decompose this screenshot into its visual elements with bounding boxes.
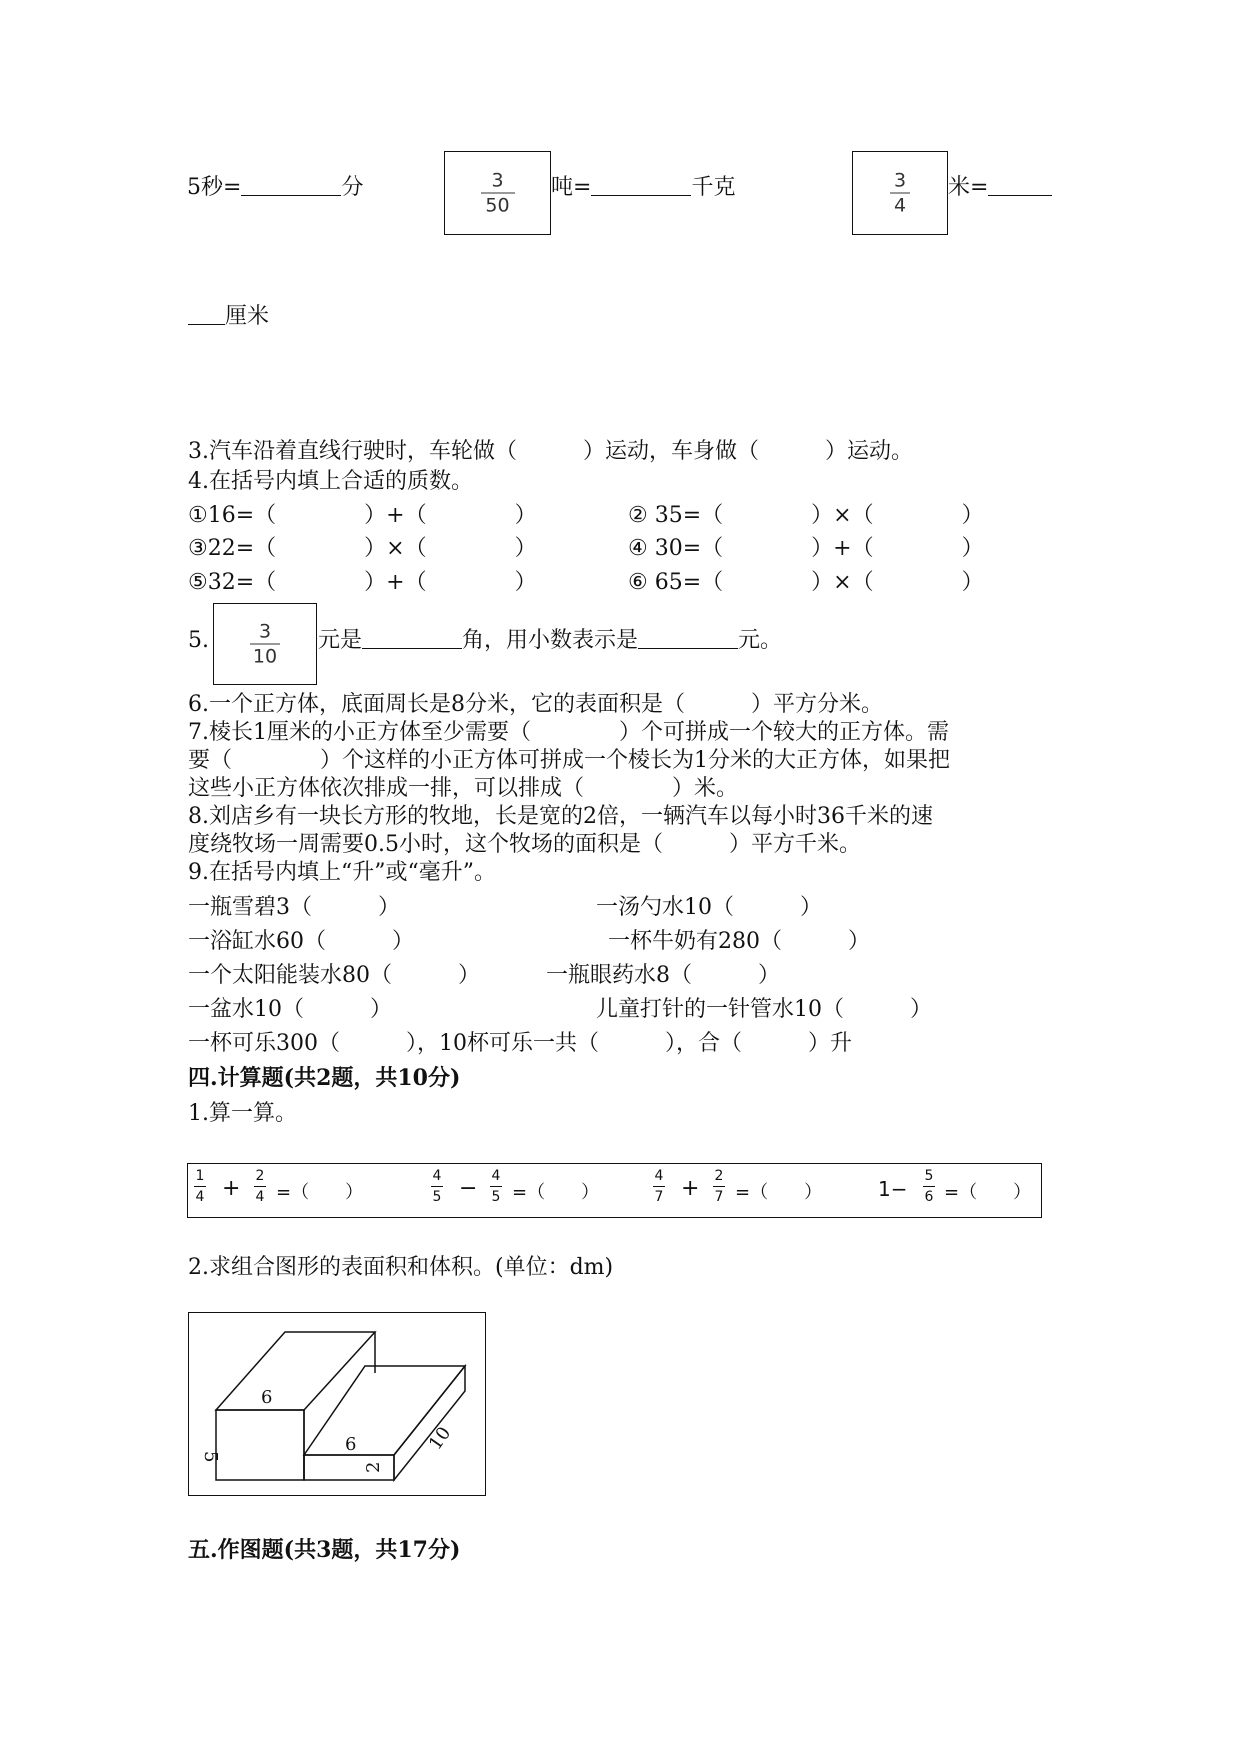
fraction-image-3-10: 3 10 — [213, 603, 317, 685]
q4-item-5: ⑤32=（ ）+（ ） — [188, 570, 537, 595]
q9-item: 一杯可乐300（ ），10杯可乐一共（ ），合（ ）升 — [188, 1031, 852, 1056]
fraction: 4 5 — [491, 1168, 501, 1205]
q9-item: 一瓶眼药水8（ ） — [546, 963, 780, 988]
answer-blank[interactable] — [591, 175, 691, 196]
answer-parens[interactable]: =（ ） — [276, 1182, 364, 1203]
answer-parens[interactable]: =（ ） — [735, 1182, 823, 1203]
question-8-line-2: 度绕牧场一周需要0.5小时，这个牧场的面积是（ ）平方千米。 — [188, 832, 861, 857]
q9-item: 一浴缸水60（ ） — [188, 929, 414, 954]
fraction: 4 5 — [432, 1168, 442, 1205]
composite-solid-figure — [188, 1312, 486, 1496]
fraction: 2 7 — [714, 1168, 724, 1205]
q4-item-1: ①16=（ ）+（ ） — [188, 503, 537, 528]
answer-blank[interactable] — [188, 304, 225, 325]
answer-blank[interactable] — [638, 628, 738, 649]
conversion-1 — [187, 174, 363, 202]
conversion-3 — [948, 174, 1052, 202]
calculation-box — [187, 1163, 1042, 1218]
fraction: 5 6 — [924, 1168, 934, 1205]
section-4-question-1: 1.算一算。 — [188, 1101, 297, 1126]
conversion-3-left: 米= — [948, 175, 989, 200]
label-height: 5 — [200, 1451, 221, 1463]
label-low-height: 2 — [363, 1461, 384, 1473]
conversion-2 — [551, 174, 735, 202]
label-depth: 10 — [424, 1423, 456, 1454]
question-3: 3.汽车沿着直线行驶时，车轮做（ ）运动，车身做（ ）运动。 — [188, 439, 913, 464]
conversion-2-unit: 千克 — [691, 175, 736, 200]
q4-item-6: ⑥ 65=（ ）×（ ） — [628, 570, 984, 595]
q9-item: 一盆水10（ ） — [188, 997, 392, 1022]
answer-parens[interactable]: =（ ） — [512, 1182, 600, 1203]
q4-item-2: ② 35=（ ）×（ ） — [628, 503, 984, 528]
fraction: 4 7 — [654, 1168, 664, 1205]
q9-item: 一个太阳能装水80（ ） — [188, 963, 480, 988]
section-4-title: 四.计算题(共2题，共10分) — [188, 1065, 461, 1091]
q5-prefix: 5. — [188, 628, 209, 653]
q9-item: 一杯牛奶有280（ ） — [608, 929, 870, 954]
question-8-line-1: 8.刘店乡有一块长方形的牧地，长是宽的2倍，一辆汽车以每小时36千米的速 — [188, 804, 933, 829]
question-7-line-2: 要（ ）个这样的小正方体可拼成一个棱长为1分米的大正方体，如果把 — [188, 748, 950, 773]
conversion-2-left: 吨= — [551, 175, 592, 200]
label-low-length: 6 — [345, 1434, 357, 1455]
question-6: 6.一个正方体，底面周长是8分米，它的表面积是（ ）平方分米。 — [188, 692, 883, 717]
question-5: 元是 角，用小数表示是 元。 — [318, 628, 783, 653]
answer-parens[interactable]: =（ ） — [944, 1182, 1032, 1203]
fraction: 2 4 — [255, 1168, 265, 1205]
conversion-1-unit: 分 — [341, 175, 364, 200]
conversion-3-continued: 厘米 — [188, 303, 269, 331]
fraction-image-3-4: 3 4 — [852, 151, 948, 235]
conversion-1-left: 5秒= — [187, 175, 242, 200]
tall-block-top — [216, 1332, 375, 1410]
question-7-line-1: 7.棱长1厘米的小正方体至少需要（ ）个可拼成一个较大的正方体。需 — [188, 720, 949, 745]
low-block-side — [394, 1366, 465, 1480]
fraction: 1 4 — [195, 1168, 205, 1205]
operator: + — [222, 1176, 241, 1201]
question-4-title: 4.在括号内填上合适的质数。 — [188, 469, 473, 494]
operator: + — [681, 1176, 700, 1201]
operator: − — [459, 1176, 478, 1201]
q4-item-3: ③22=（ ）×（ ） — [188, 536, 537, 561]
question-7-line-3: 这些小正方体依次排成一排，可以排成（ ）米。 — [188, 776, 739, 801]
q9-item: 一汤勺水10（ ） — [596, 895, 822, 920]
answer-blank[interactable] — [241, 175, 341, 196]
q9-item: 一瓶雪碧3（ ） — [188, 895, 400, 920]
label-top-length: 6 — [261, 1387, 273, 1408]
q9-item: 儿童打针的一针管水10（ ） — [596, 997, 932, 1022]
fraction-image-3-50: 3 50 — [444, 151, 551, 235]
section-4-question-2: 2.求组合图形的表面积和体积。(单位：dm) — [188, 1255, 614, 1280]
composite-solid-diagram — [189, 1313, 485, 1495]
question-9-title: 9.在括号内填上“升”或“毫升”。 — [188, 860, 496, 885]
answer-blank[interactable] — [988, 175, 1052, 196]
operator: 1− — [878, 1177, 908, 1201]
section-5-title: 五.作图题(共3题，共17分) — [188, 1537, 461, 1563]
tall-block-front — [216, 1410, 304, 1480]
answer-blank[interactable] — [362, 628, 462, 649]
q4-item-4: ④ 30=（ ）+（ ） — [628, 536, 984, 561]
